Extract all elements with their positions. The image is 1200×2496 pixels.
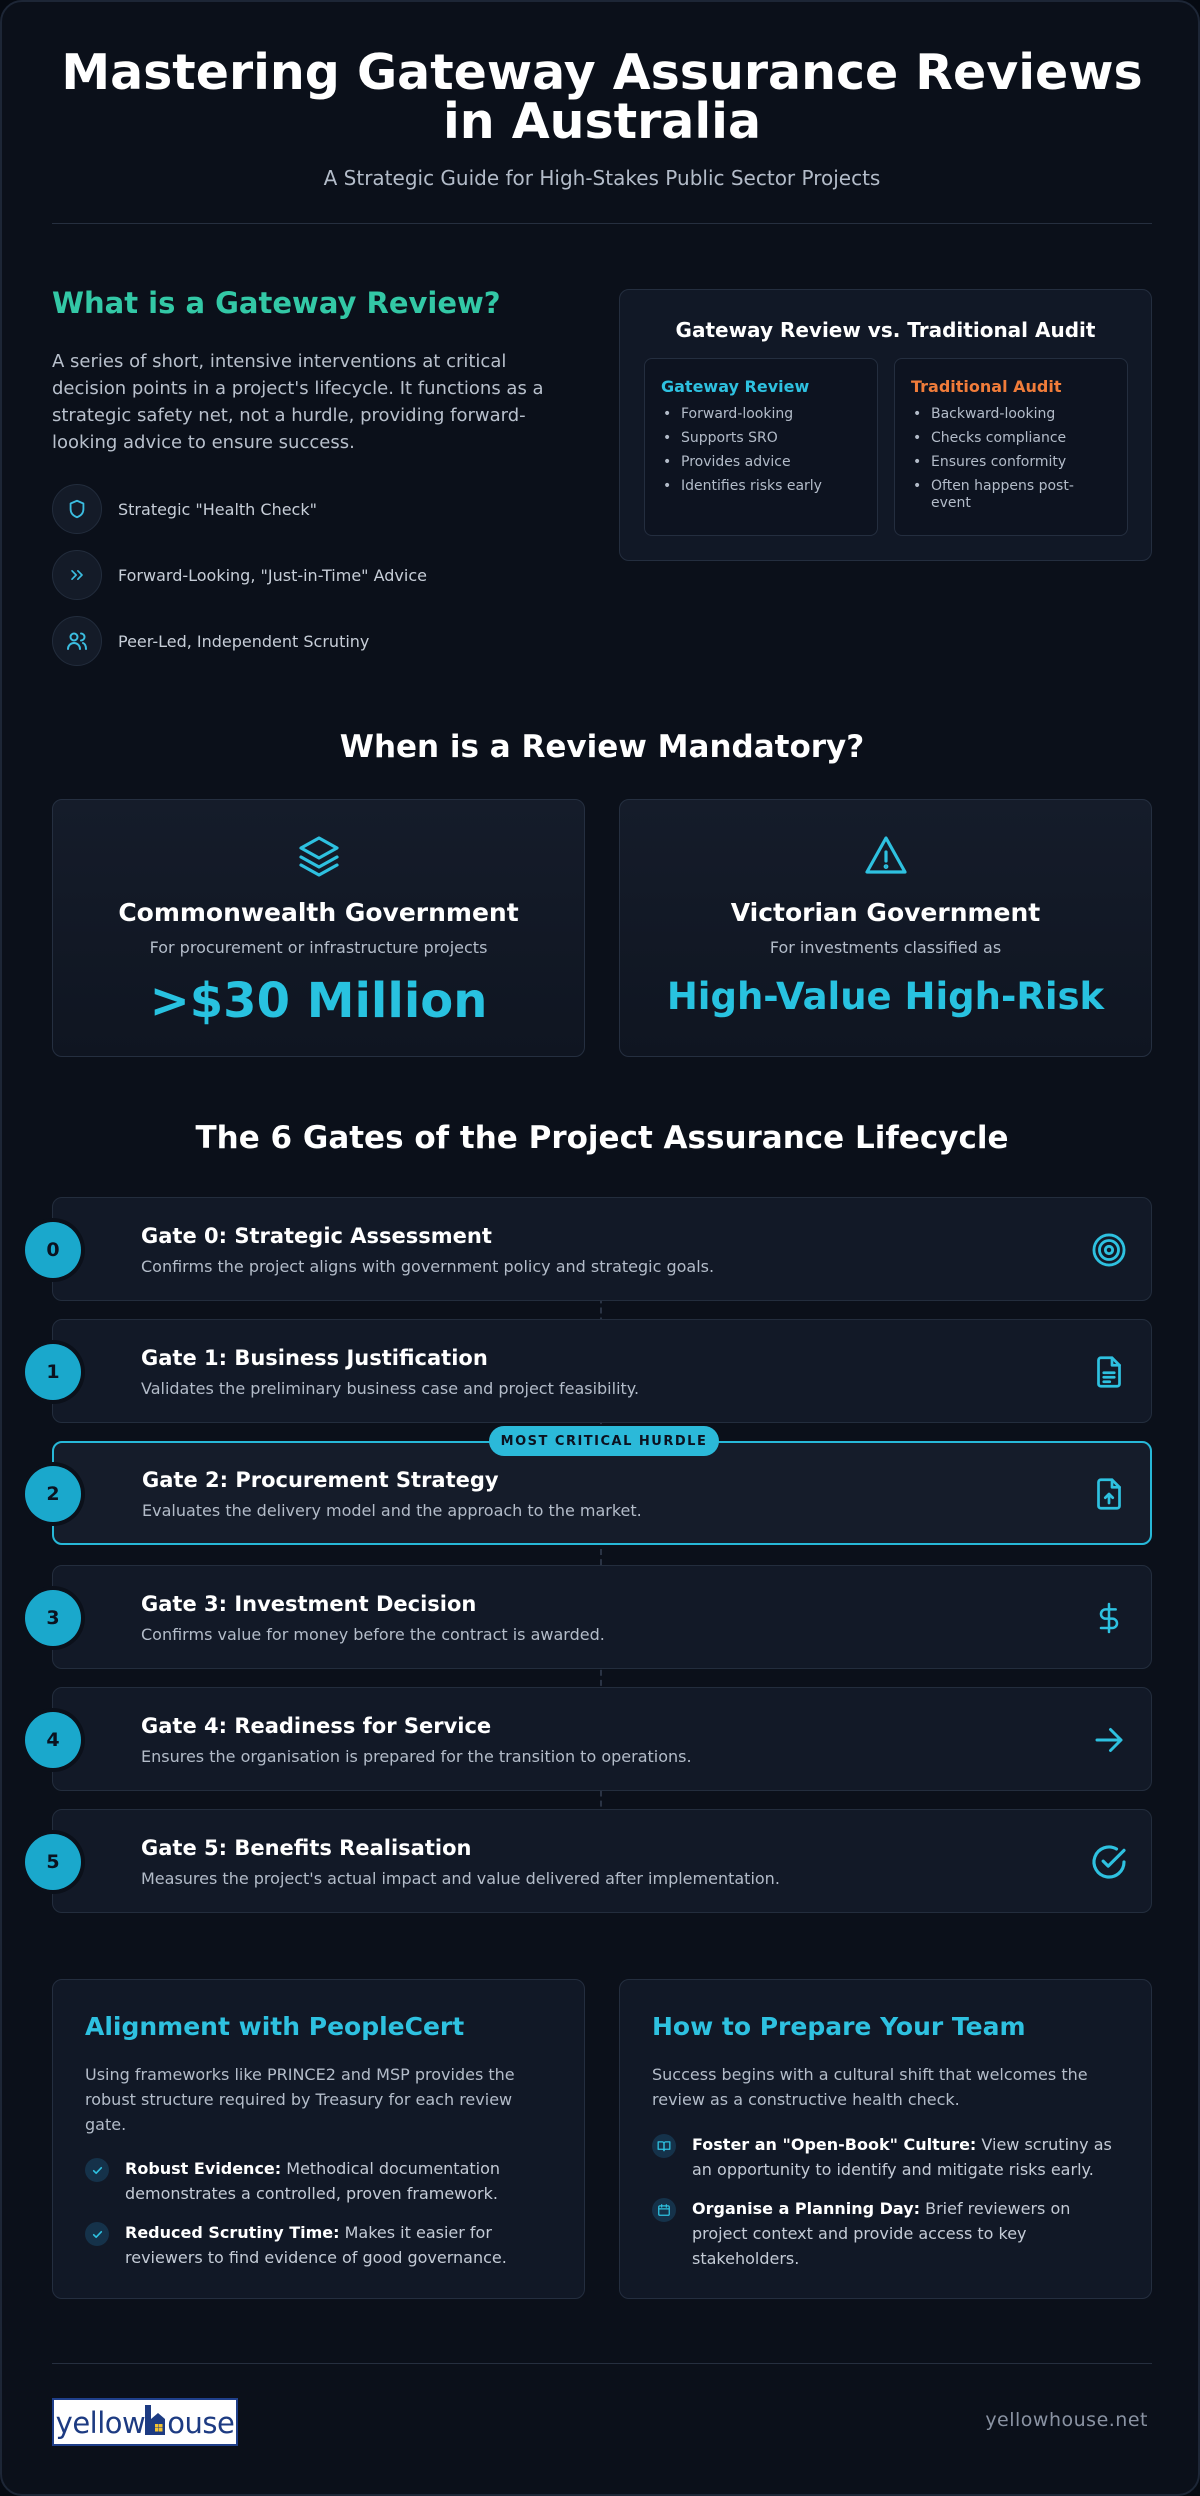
mandatory-heading: When is a Review Mandatory?	[339, 729, 865, 765]
check-icon	[85, 2222, 109, 2246]
audit-list	[911, 406, 1111, 512]
gate-number-badge: 3	[25, 1590, 81, 1646]
feature-item	[52, 550, 562, 600]
victorian-subtitle: For investments classified as	[769, 938, 1002, 957]
gate-card	[46, 1197, 1152, 1301]
prepare-body: Success begins with a cultural shift that welcomes the review as a constructive health check.	[652, 2065, 1088, 2109]
victorian-card	[619, 799, 1152, 1057]
dollar-icon	[1089, 1598, 1129, 1638]
gateway-column-title: Gateway Review	[661, 377, 810, 396]
comparison-title: Gateway Review vs. Traditional Audit	[675, 318, 1096, 342]
gate-card	[46, 1809, 1152, 1913]
list-item	[652, 2132, 1122, 2182]
yellowhouse-logo[interactable]	[52, 2398, 238, 2446]
gate-description: Confirms value for money before the contract is awarded.	[141, 1625, 605, 1644]
gate-number-badge: 5	[25, 1834, 81, 1890]
page-title: Mastering Gateway Assurance Reviews in Australia	[61, 44, 1143, 150]
list-item-text: Foster an "Open-Book" Culture: View scrutiny as an opportunity to identify and mitigate risks early.	[692, 2135, 1112, 2179]
users-icon	[52, 616, 102, 666]
gate-title: Gate 4: Readiness for Service	[141, 1714, 492, 1738]
gate-card	[46, 1319, 1152, 1423]
what-section	[52, 286, 562, 682]
feature-label: Peer-Led, Independent Scrutiny	[118, 631, 370, 651]
feature-list	[52, 484, 562, 666]
shield-icon	[52, 484, 102, 534]
victorian-title: Victorian Government	[730, 898, 1041, 927]
list-item: • Backward-looking	[911, 406, 1111, 423]
footer-url-link[interactable]: yellowhouse.net	[985, 2409, 1148, 2431]
check-icon	[85, 2158, 109, 2182]
what-heading: What is a Gateway Review?	[52, 286, 501, 320]
gate-title: Gate 0: Strategic Assessment	[141, 1224, 492, 1248]
audit-column-title: Traditional Audit	[911, 377, 1062, 396]
footer-divider	[52, 2363, 1152, 2364]
file-upload-icon	[1089, 1474, 1129, 1514]
book-icon	[652, 2134, 676, 2158]
page-subtitle: A Strategic Guide for High-Stakes Public Sector Projects	[323, 166, 881, 190]
header	[52, 44, 1152, 190]
warning-triangle-icon	[620, 832, 1151, 880]
target-icon	[1089, 1230, 1129, 1270]
feature-item	[52, 484, 562, 534]
critical-hurdle-badge: MOST CRITICAL HURDLE	[489, 1426, 719, 1456]
peoplecert-title: Alignment with PeopleCert	[85, 2012, 465, 2041]
gate-title: Gate 2: Procurement Strategy	[142, 1468, 499, 1492]
commonwealth-subtitle: For procurement or infrastructure projects	[149, 938, 488, 957]
gate-number-badge: 4	[25, 1712, 81, 1768]
list-item: • Supports SRO	[661, 430, 861, 447]
gate-card	[46, 1565, 1152, 1669]
gate-number-badge: 2	[25, 1466, 81, 1522]
prepare-title: How to Prepare Your Team	[652, 2012, 1026, 2041]
gate-title: Gate 5: Benefits Realisation	[141, 1836, 472, 1860]
list-item-text: Organise a Planning Day: Brief reviewers on project context and provide access to key stakeholders.	[692, 2199, 1071, 2268]
feature-label: Strategic "Health Check"	[118, 499, 317, 519]
gateway-column	[644, 358, 878, 536]
layers-icon	[53, 832, 584, 880]
gate-card-critical	[46, 1433, 1152, 1545]
list-item	[85, 2156, 555, 2206]
list-item	[85, 2220, 555, 2270]
gate-number-badge: 0	[25, 1222, 81, 1278]
document-icon	[1089, 1352, 1129, 1392]
list-item: • Often happens post-event	[911, 478, 1111, 512]
header-divider	[52, 223, 1152, 224]
house-h-icon	[145, 2405, 167, 2437]
gate-description: Evaluates the delivery model and the approach to the market.	[142, 1501, 642, 1520]
gate-card	[46, 1687, 1152, 1791]
peoplecert-card	[52, 1979, 585, 2299]
list-item: • Identifies risks early	[661, 478, 861, 495]
list-item: • Forward-looking	[661, 406, 861, 423]
feature-label: Forward-Looking, "Just-in-Time" Advice	[118, 565, 427, 585]
gate-description: Ensures the organisation is prepared for the transition to operations.	[141, 1747, 692, 1766]
arrow-right-icon	[1089, 1720, 1129, 1760]
gate-title: Gate 1: Business Justification	[141, 1346, 488, 1370]
list-item: • Ensures conformity	[911, 454, 1111, 471]
prepare-card	[619, 1979, 1152, 2299]
check-circle-icon	[1089, 1842, 1129, 1882]
commonwealth-card	[52, 799, 585, 1057]
victorian-classification: High-Value High-Risk	[666, 975, 1105, 1018]
list-item-text: Reduced Scrutiny Time: Makes it easier for reviewers to find evidence of good governance.	[125, 2223, 507, 2267]
logo-wordmark: yellow ouse	[55, 2405, 235, 2440]
gate-number-badge: 1	[25, 1344, 81, 1400]
chevrons-right-icon	[52, 550, 102, 600]
gate-title: Gate 3: Investment Decision	[141, 1592, 477, 1616]
list-item-text: Robust Evidence: Methodical documentation demonstrates a controlled, proven framework.	[125, 2159, 501, 2203]
feature-item	[52, 616, 562, 666]
gate-description: Confirms the project aligns with government policy and strategic goals.	[141, 1257, 715, 1276]
gate-description: Validates the preliminary business case and project feasibility.	[141, 1379, 640, 1398]
commonwealth-title: Commonwealth Government	[118, 898, 519, 927]
list-item: • Checks compliance	[911, 430, 1111, 447]
commonwealth-threshold: >$30 Million	[149, 973, 488, 1029]
audit-column	[894, 358, 1128, 536]
list-item	[652, 2196, 1122, 2271]
gate-description: Measures the project's actual impact and value delivered after implementation.	[141, 1869, 780, 1888]
what-intro: A series of short, intensive interventions at critical decision points in a project's lifecycle. It functions as a strategic safety net, not a hurdle, providing forward-looking advice to ensure success.	[52, 351, 544, 453]
peoplecert-body: Using frameworks like PRINCE2 and MSP provides the robust structure required by Treasury for each review gate.	[85, 2065, 515, 2134]
gateway-list	[661, 406, 861, 495]
comparison-card	[619, 289, 1152, 561]
calendar-icon	[652, 2198, 676, 2222]
gates-heading: The 6 Gates of the Project Assurance Lifecycle	[195, 1120, 1009, 1156]
list-item: • Provides advice	[661, 454, 861, 471]
